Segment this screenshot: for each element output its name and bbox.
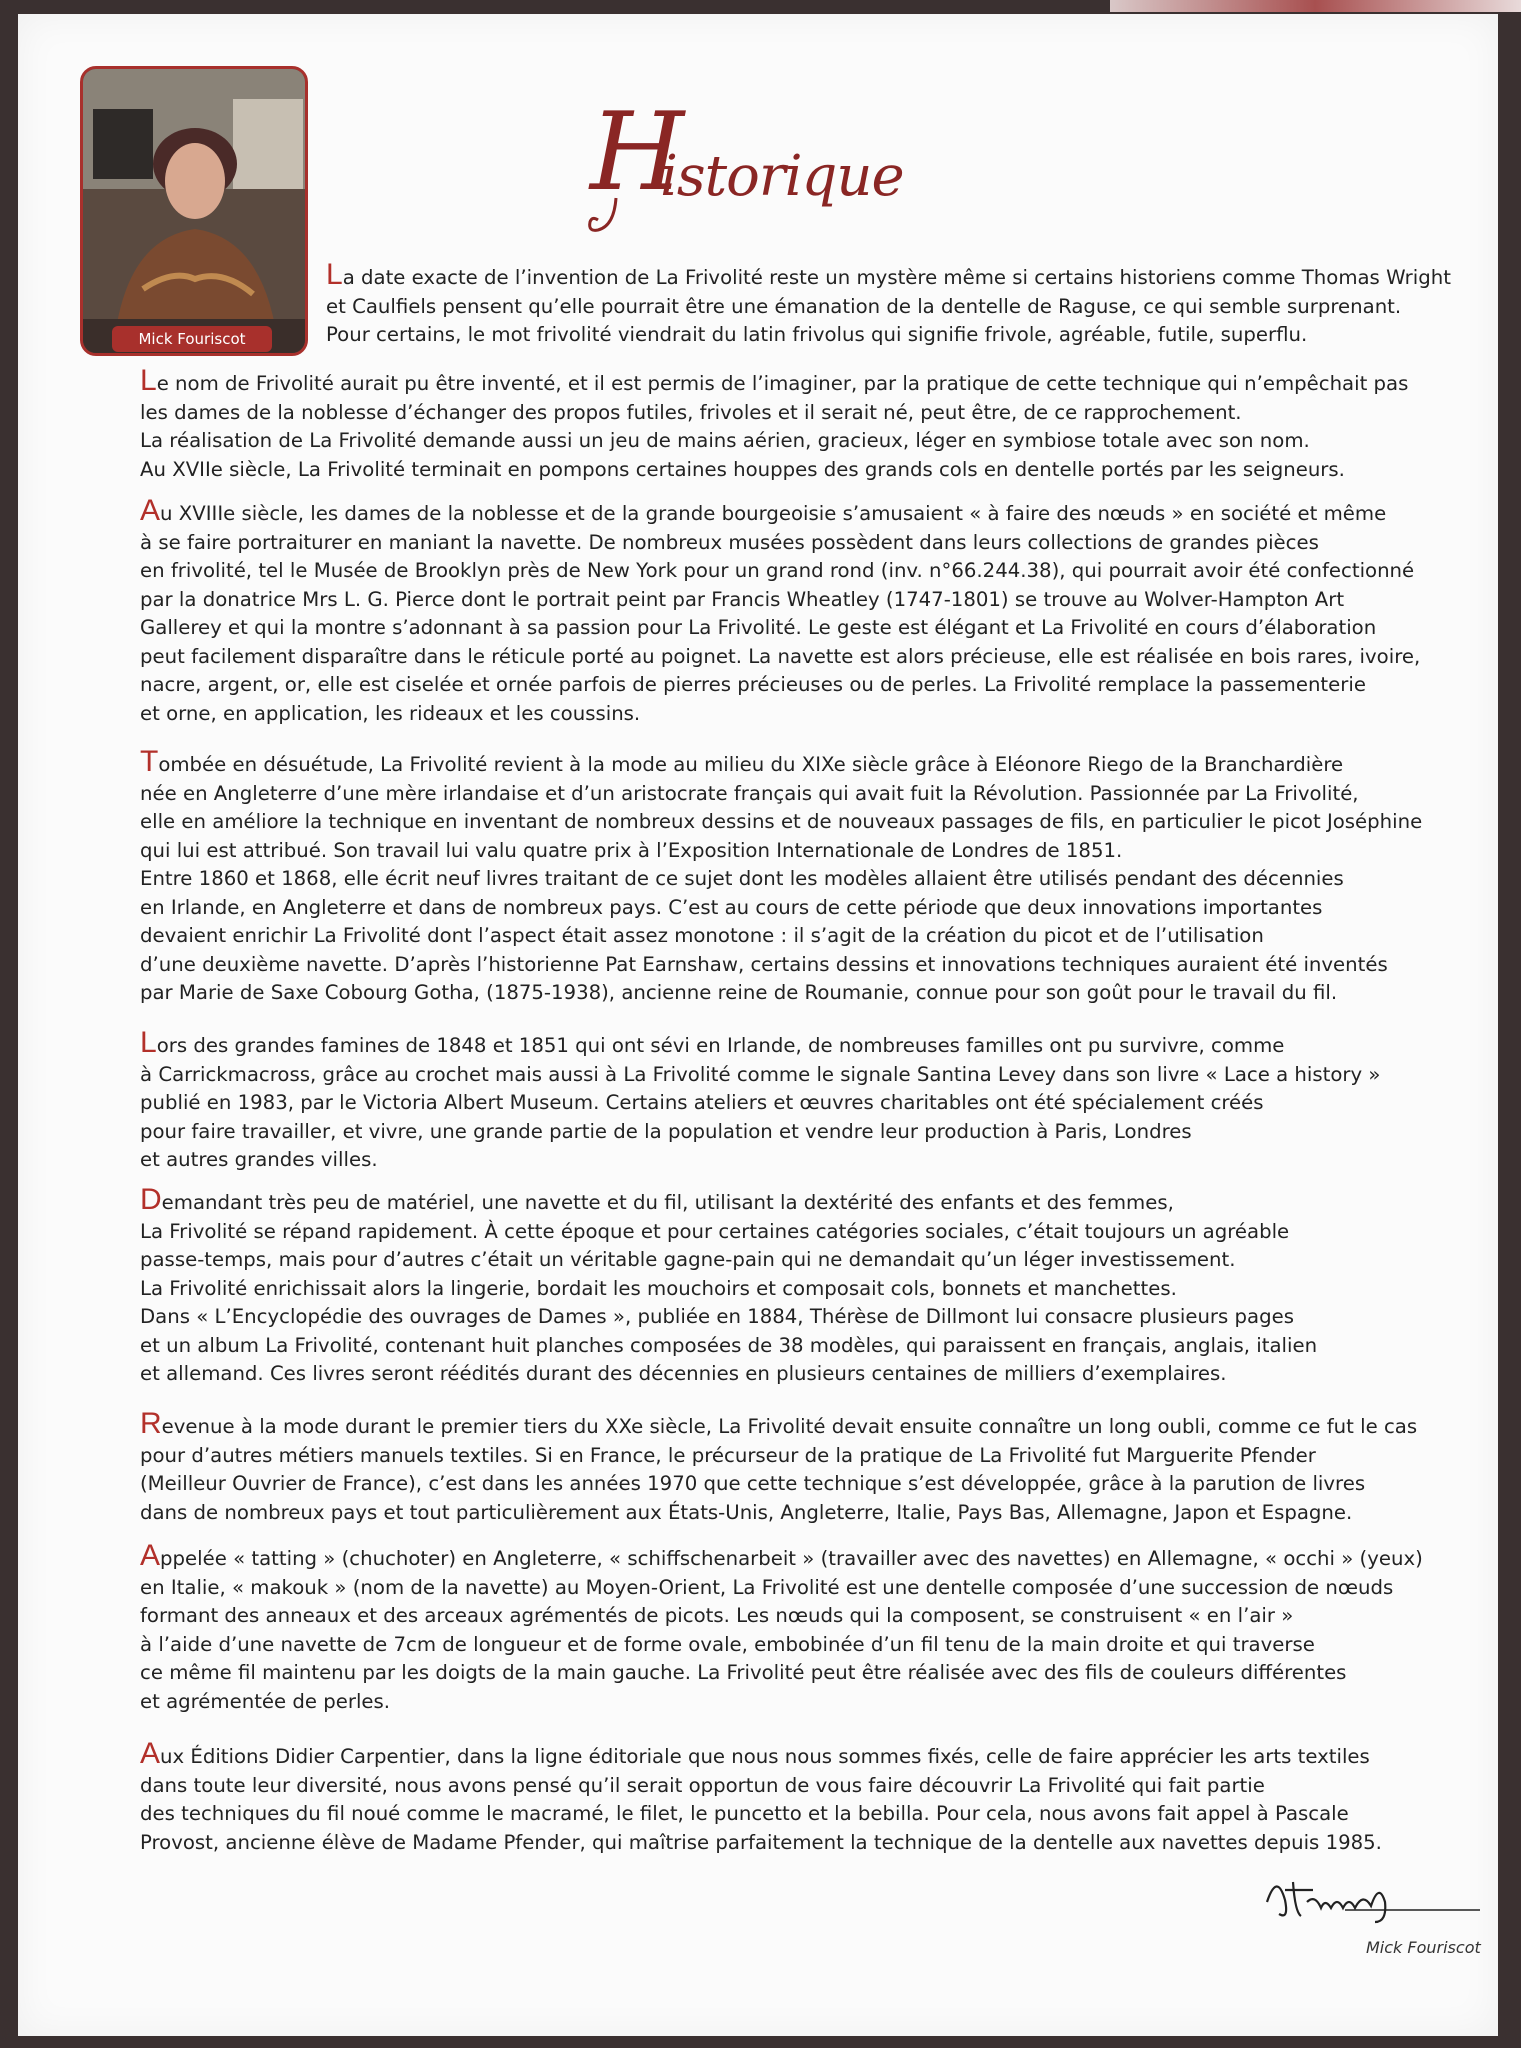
drop-initial: D: [140, 1183, 162, 1216]
drop-initial: A: [140, 494, 161, 527]
paragraph-6: [140, 1183, 1480, 1389]
author-photo: [80, 66, 308, 356]
paragraph-7: [140, 1407, 1480, 1527]
paragraph-9: [140, 1737, 1480, 1857]
paragraph-5: [140, 1026, 1480, 1175]
drop-initial: A: [140, 1737, 161, 1770]
paragraph-text: u XVIIIe siècle, les dames de la noblesse et de la grande bourgeoisie s’amusaient « à faire des nœuds » en société et même à se faire portraiturer en maniant la navette. De nombreux musées possèdent dans leurs collections de grandes pièces en frivolité, tel le Musée de Brooklyn près de New York pour un grand rond (inv. n°66.244.38), qui pourrait avoir été confectionné par la donatrice Mrs L. G. Pierce dont le portrait peint par Francis Wheatley (1747-1801) se trouve au Wolver-Hampton Art Gallerey et qui la montre s’adonnant à sa passion pour La Frivolité. Le geste est élégant et La Frivolité en cours d’élaboration peut facilement disparaître dans le réticule porté au poignet. La navette est alors précieuse, elle est réalisée en bois rares, ivoire, nacre, argent, or, elle est ciselée et ornée parfois de pierres précieuses ou de perles. La Frivolité remplace la passementerie et orne, en application, les rideaux et les coussins.: [140, 502, 1421, 725]
drop-initial: A: [140, 1539, 161, 1572]
author-portrait-image: [83, 69, 305, 353]
signature-name: Mick Fouriscot: [1366, 1938, 1481, 1957]
drop-initial: L: [140, 364, 157, 397]
paragraph-2: [140, 364, 1480, 484]
handwritten-signature: [1255, 1862, 1485, 1932]
title-flourish: [586, 196, 626, 236]
paragraph-text: emandant très peu de matériel, une navette et du fil, utilisant la dextérité des enfants et des femmes, La Frivolité se répand rapidement. À cette époque et pour certaines catégories sociales, c’était toujours un agréable passe-temps, mais pour d’autres c’était un véritable gagne-pain qui ne demandait qu’un léger investissement. La Frivolité enrichissait alors la lingerie, bordait les mouchoirs et composait cols, bonnets et manchettes. Dans « L’Encyclopédie des ouvrages de Dames », publiée en 1884, Thérèse de Dillmont lui consacre plusieurs pages et un album La Frivolité, contenant huit planches composées de 38 modèles, qui paraissent en français, anglais, italien et allemand. Ces livres seront réédités durant des décennies en plusieurs centaines de milliers d’exemplaires.: [140, 1191, 1318, 1385]
paragraph-text: a date exacte de l’invention de La Frivolité reste un mystère même si certains historiens comme Thomas Wright et Caulfiels pensent qu’elle pourrait être une émanation de la dentelle de Raguse, ce qui semble surprenant. Pour certains, le mot frivolité viendrait du latin frivolus qui signifie frivole, agréable, futile, superflu.: [326, 266, 1451, 346]
drop-initial: R: [140, 1407, 162, 1440]
paragraph-text: ppelée « tatting » (chuchoter) en Angleterre, « schiffschenarbeit » (travailler avec des navettes) en Allemagne, « occhi » (yeux) en Italie, « makouk » (nom de la navette) au Moyen-Orient, La Frivolité est une dentelle composée d’une succession de nœuds formant des anneaux et des arceaux agrémentés de picots. Les nœuds qui la composent, se construisent « en l’air » à l’aide d’une navette de 7cm de longueur et de forme ovale, embobinée d’un fil tenu de la main droite et qui traverse ce même fil maintenu par les doigts de la main gauche. La Frivolité peut être réalisée avec des fils de couleurs différentes et agrémentée de perles.: [140, 1547, 1423, 1713]
paragraph-text: e nom de Frivolité aurait pu être inventé, et il est permis de l’imaginer, par la pratique de cette technique qui n’empêchait pas les dames de la noblesse d’échanger des propos futiles, frivoles et il serait né, peut être, de ce rapprochement. La réalisation de La Frivolité demande aussi un jeu de mains aérien, gracieux, léger en symbiose totale avec son nom. Au XVIIe siècle, La Frivolité terminait en pompons certaines houppes des grands cols en dentelle portés par les seigneurs.: [140, 372, 1409, 481]
paragraph-text: evenue à la mode durant le premier tiers du XXe siècle, La Frivolité devait ensuite connaître un long oubli, comme ce fut le cas pour d’autres métiers manuels textiles. Si en France, le précurseur de la pratique de La Frivolité fut Marguerite Pfender (Meilleur Ouvrier de France), c’est dans les années 1970 que cette technique s’est développée, grâce à la parution de livres dans de nombreux pays et tout particulièrement aux États-Unis, Angleterre, Italie, Pays Bas, Allemagne, Japon et Espagne.: [140, 1415, 1418, 1524]
paragraph-3: [140, 494, 1480, 728]
drop-initial: L: [140, 1026, 157, 1059]
photo-caption: Mick Fouriscot: [112, 326, 272, 352]
page-title: [590, 90, 990, 230]
paragraph-8: [140, 1539, 1480, 1716]
paragraph-text: ux Éditions Didier Carpentier, dans la ligne éditoriale que nous nous sommes fixés, celle de faire apprécier les arts textiles dans toute leur diversité, nous avons pensé qu’il serait opportun de vous faire découvrir La Frivolité qui fait partie des techniques du fil noué comme le macramé, le filet, le puncetto et la bebilla. Pour cela, nous avons fait appel à Pascale Provost, ancienne élève de Madame Pfender, qui maîtrise parfaitement la technique de la dentelle aux navettes depuis 1985.: [140, 1745, 1382, 1854]
paragraph-1: [326, 258, 1486, 350]
drop-initial: T: [140, 745, 159, 778]
page-edge-strip: [1110, 0, 1521, 12]
title-initial: H: [590, 90, 685, 215]
paragraph-text: ors des grandes famines de 1848 et 1851 qui ont sévi en Irlande, de nombreuses familles ont pu survivre, comme à Carrickmacross, grâce au crochet mais aussi à La Frivolité comme le signale Santina Levey dans son livre « Lace a history » publié en 1983, par le Victoria Albert Museum. Certains ateliers et œuvres charitables ont été spécialement créés pour faire travailler, et vivre, une grande partie de la population et vendre leur production à Paris, Londres et autres grandes villes.: [140, 1034, 1381, 1171]
paragraph-4: [140, 745, 1480, 1008]
paragraph-text: ombée en désuétude, La Frivolité revient à la mode au milieu du XIXe siècle grâce à Eléonore Riego de la Branchardière née en Angleterre d’une mère irlandaise et d’un aristocrate français qui avait fuit la Révolution. Passionnée par La Frivolité, elle en améliore la technique en inventant de nombreux dessins et de nouveaux passages de fils, en particulier le picot Joséphine qui lui est attribué. Son travail lui valu quatre prix à l’Exposition Internationale de Londres de 1851. Entre 1860 et 1868, elle écrit neuf livres traitant de ce sujet dont les modèles allaient être utilisés pendant des décennies en Irlande, en Angleterre et dans de nombreux pays. C’est au cours de cette période que deux innovations importantes devaient enrichir La Frivolité dont l’aspect était assez monotone : il s’agit de la création du picot et de l’utilisation d’une deuxième navette. D’après l’historienne Pat Earnshaw, certains dessins et innovations techniques auraient été inventés par Marie de Saxe Cobourg Gotha, (1875-1938), ancienne reine de Roumanie, connue pour son goût pour le travail du fil.: [140, 753, 1423, 1004]
drop-initial: L: [326, 258, 343, 291]
title-rest: istorique: [660, 144, 904, 209]
